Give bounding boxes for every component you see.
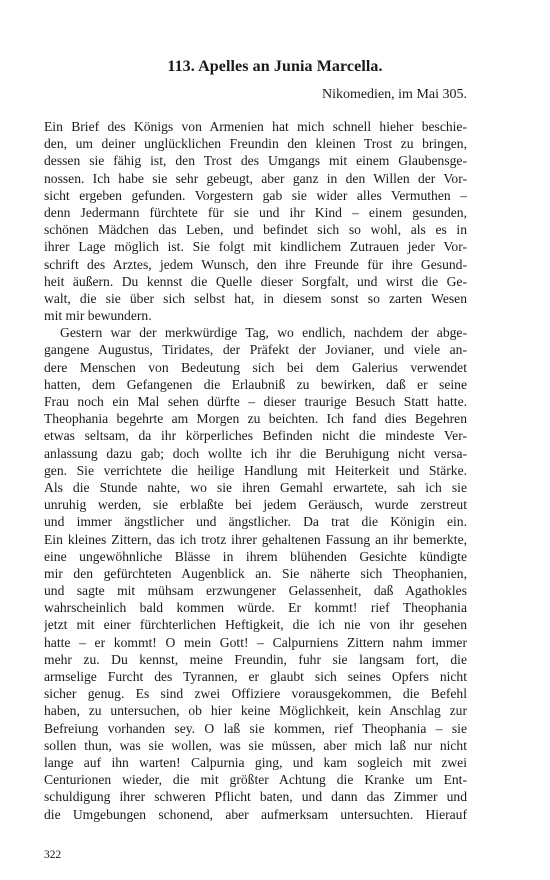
text-line: walt, die sie über sich selbst hat, in diesem sonst so zarten Wesen (44, 290, 467, 306)
text-line: mir den gefürchteten Augenblick an. Sie näherte sich Theophanien, (44, 565, 467, 581)
text-line: unruhig werden, sie erblaßte bei jedem Geräusch, wurde zerstreut (44, 497, 467, 513)
text-line: Befreiung vorhanden sey. O laß sie kommen, rief Theophania – sie (44, 720, 467, 736)
text-line: sicht ergeben gefunden. Vorgestern gab sie wider alles Vermuthen – (44, 187, 467, 203)
text-line: mehr zu. Du kennst, meine Freundin, fuhr sie langsam fort, die (44, 651, 467, 667)
text-line: ihrer Lage möglich ist. Sie folgt mit kindlichem Zutrauen jeder Vor- (44, 239, 467, 255)
text-line: heit äußern. Du kennst die Quelle dieser Sorgfalt, und wirst die Ge- (44, 273, 467, 289)
text-line: anlassung dazu gab; doch wollte ich ihr die Beruhigung nicht versa- (44, 445, 467, 461)
text-line: jetzt mit einer fürchterlichen Heftigkeit, die ich nie von ihr gesehen (44, 617, 467, 633)
text-line: eine ungewöhnliche Blässe in ihrem blühenden Gesichte kündigte (44, 548, 467, 564)
page-number: 322 (44, 849, 62, 861)
text-line: dere Menschen von Bedeutung sich bei dem Galerius verwendet (44, 359, 467, 375)
text-line: Gestern war der merkwürdige Tag, wo endlich, nachdem der abge- (60, 325, 467, 341)
text-line: Ein Brief des Königs von Armenien hat mich schnell hieher beschie- (44, 119, 467, 134)
text-line: dessen sie fähig ist, den Trost des Umgangs mit einem Glaubensge- (44, 153, 467, 169)
text-line: lange auf ihn warten! Calpurnia ging, und kam sogleich mit zwei (44, 754, 467, 770)
text-line: mit mir bewundern. (44, 308, 152, 324)
text-line: und immer ängstlicher und ängstlicher. Da trat die Königin ein. (44, 514, 467, 530)
text-line: wahrscheinlich bald kommen würde. Er kommt! rief Theophania (44, 600, 467, 616)
text-line: etwas seltsam, da ihr körperliches Befinden nicht die mindeste Ver- (44, 428, 467, 444)
text-line: schönen Mädchen das Leben, und befindet sich so wohl, als es in (44, 222, 467, 238)
text-line: armselige Furcht des Tyrannen, er glaubt sich seines Opfers nicht (44, 669, 467, 684)
text-line: Ein kleines Zittern, das ich trotz ihrer gehaltenen Fassung an ihr bemerkte, (44, 531, 467, 547)
text-line: Centurionen wieder, die mit größter Achtung die Kranke um Ent- (44, 772, 467, 788)
letter-body (44, 118, 467, 823)
letter-title: 113. Apelles an Junia Marcella. (167, 58, 383, 75)
text-line: Frau noch ein Mal sehen dürfte – dieser traurige Besuch Statt hatte. (44, 394, 467, 409)
text-line: Als die Stunde nahte, wo sie ihren Gemahl erwartete, sah ich sie (44, 479, 467, 495)
text-line: gangene Augustus, Tiridates, der Präfekt der Jovianer, und viele an- (44, 342, 467, 358)
text-line: die Umgebungen schonend, aber aufmerksam untersuchten. Hierauf (44, 806, 467, 822)
text-line: denn Jedermann fürchtete für sie und ihr Kind – einem gesunden, (44, 204, 467, 220)
text-line: schrift des Arztes, jedem Wunsch, den ihre Freunde für ihre Gesund- (44, 256, 467, 272)
letter-dateline: Nikomedien, im Mai 305. (321, 87, 467, 102)
text-line: gen. Sie verrichtete die heilige Handlung mit Heiterkeit und Stärke. (44, 462, 467, 478)
text-line: nossen. Ich habe sie sehr gebeugt, aber ganz in den Willen der Vor- (44, 170, 467, 186)
text-line: hatte – er kommt! O mein Gott! – Calpurniens Zittern nahm immer (44, 634, 467, 650)
text-line: Theophania begehrte am Morgen zu beichten. Ich fand dies Begehren (44, 411, 467, 427)
text-line: und sagte mit mühsam erzwungener Gelassenheit, daß Agathokles (44, 583, 467, 599)
text-line: haben, zu untersuchen, ob hier keine Möglichkeit, kein Anschlag zur (44, 703, 467, 719)
text-line: sicher genug. Es sind zwei Offiziere vorausgekommen, die Befehl (44, 686, 467, 702)
text-line: sollen thun, was sie wollen, was sie müssen, aber mich laß nur nicht (44, 737, 467, 753)
text-line: hatten, dem Gefangenen die Erlaubniß zu bewirken, daß er seine (44, 376, 467, 392)
text-line: den, um deiner unglücklichen Freundin den kleinen Trost zu bringen, (44, 136, 467, 152)
text-line: schuldigung ihrer schweren Pflicht baten, und dann das Zimmer und (44, 789, 467, 805)
